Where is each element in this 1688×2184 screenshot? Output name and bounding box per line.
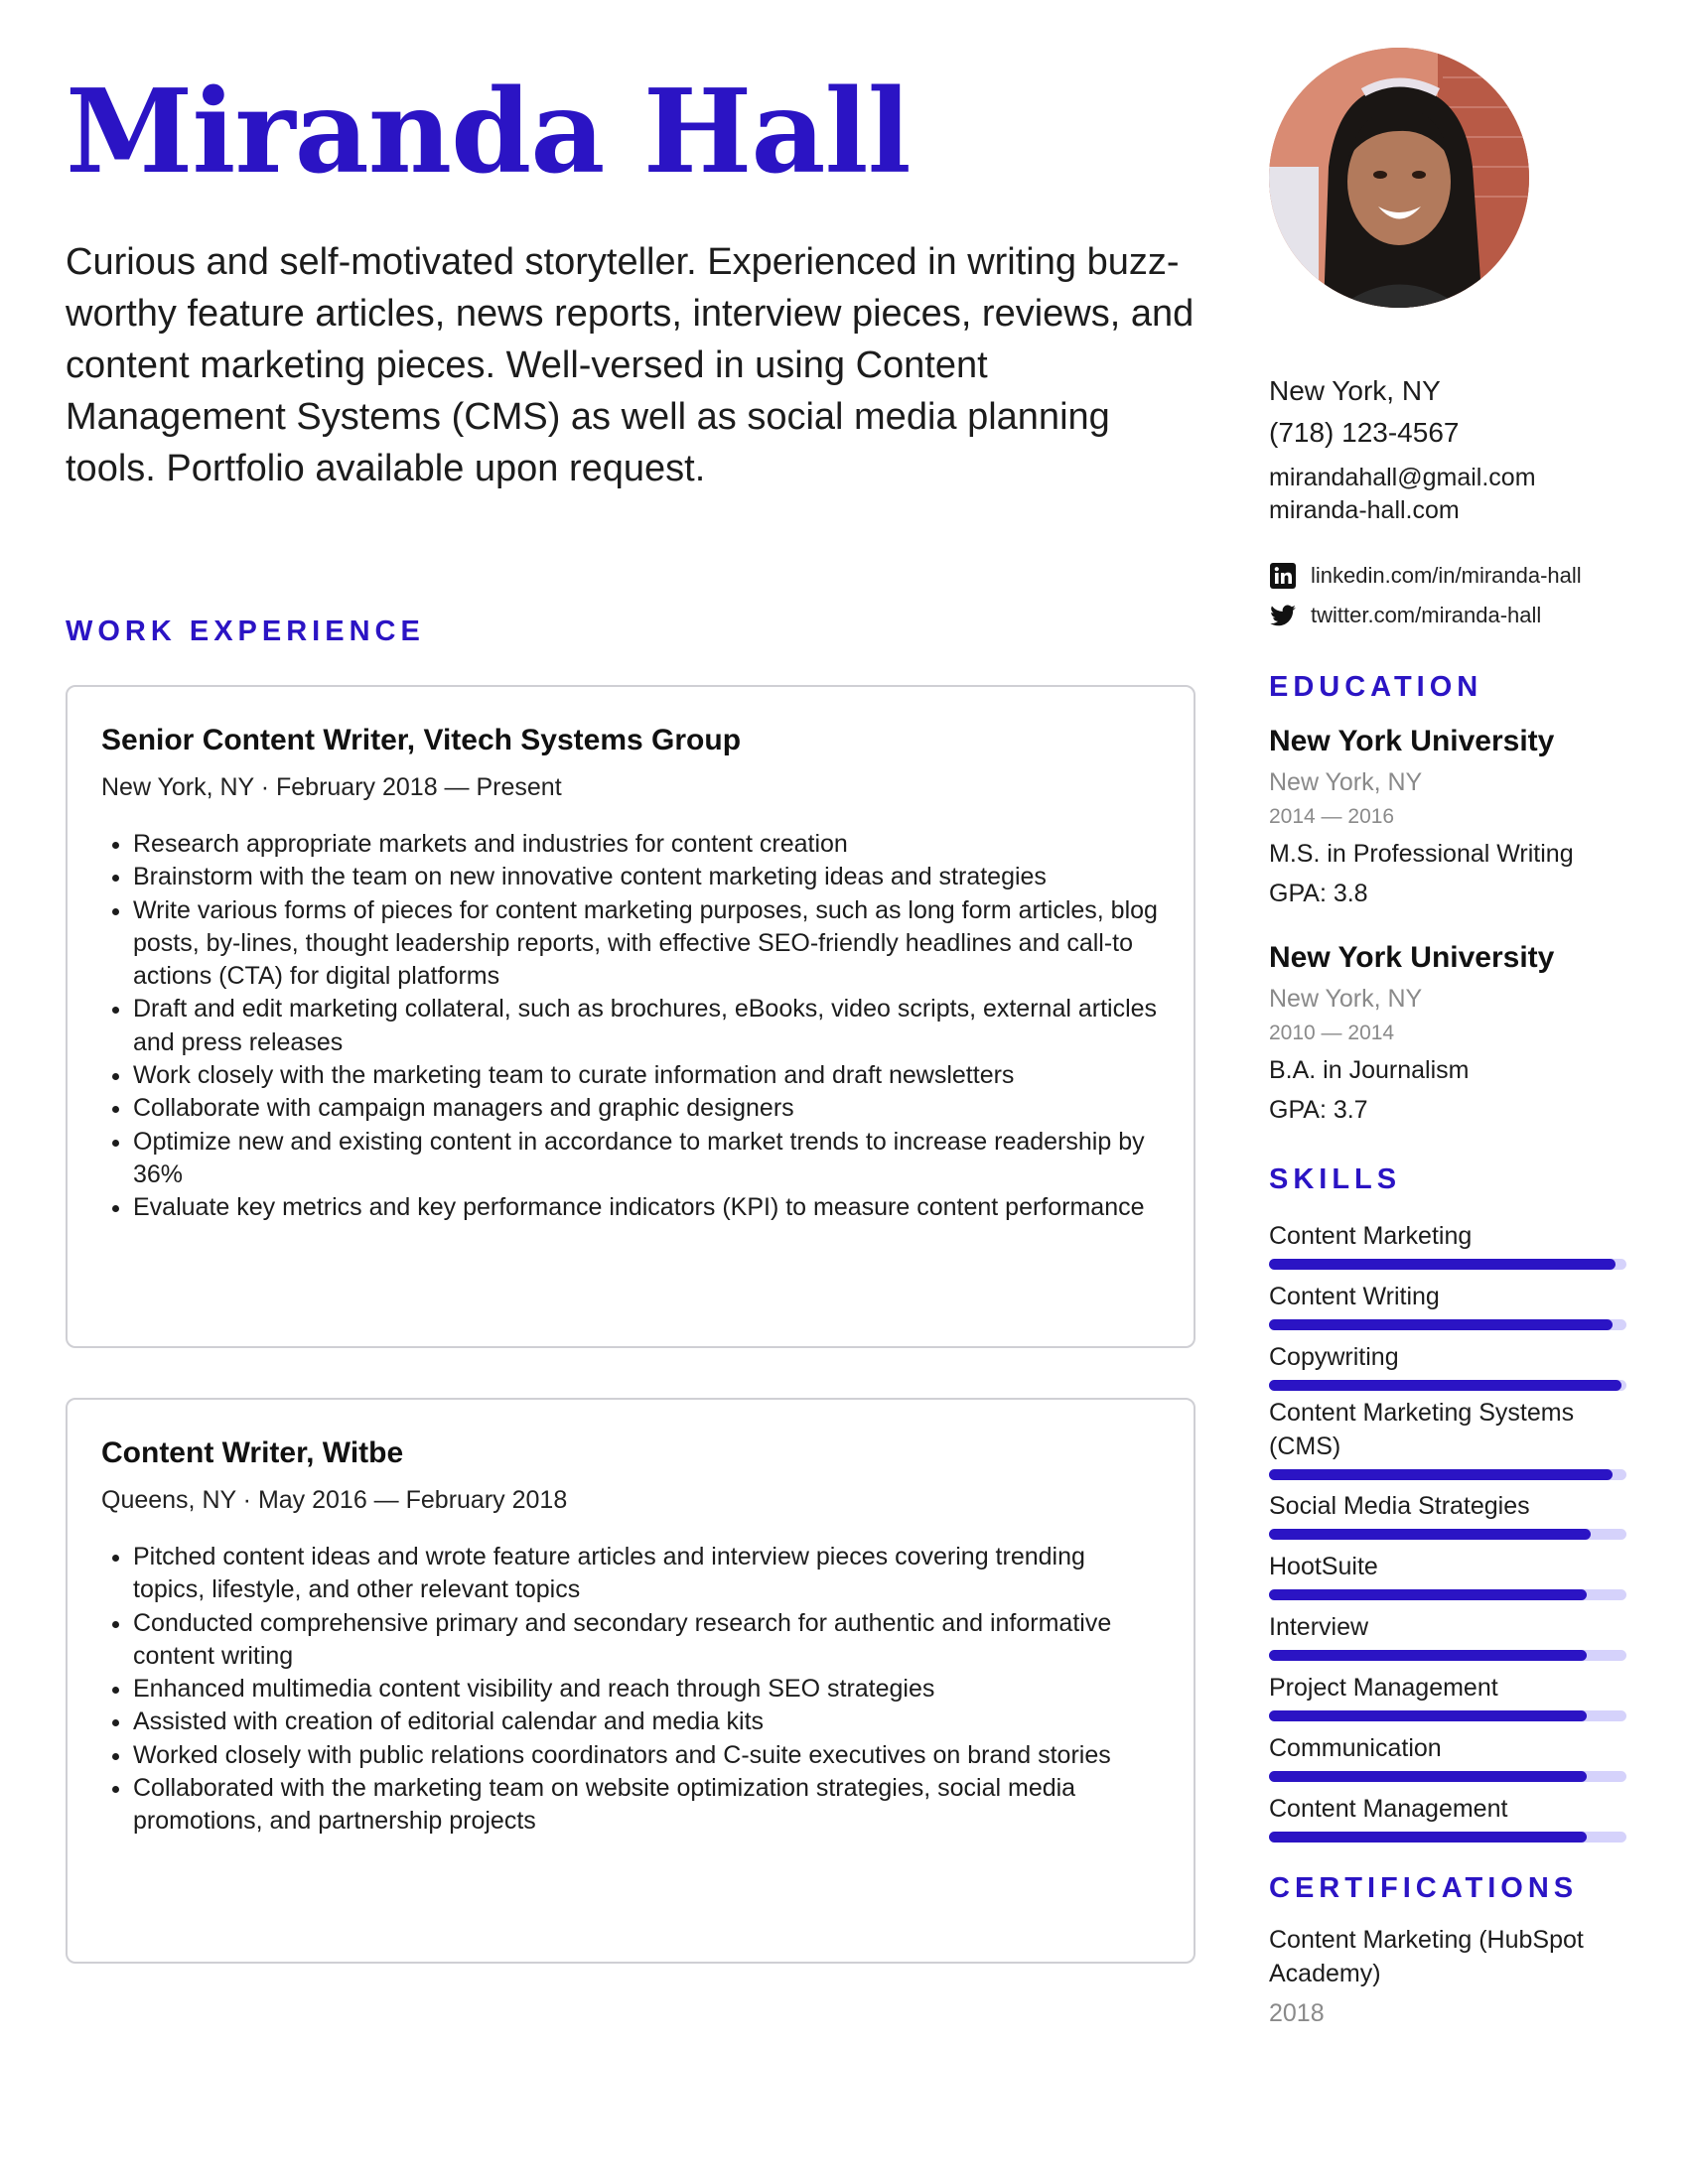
certification-name: Content Marketing (HubSpot Academy)	[1269, 1926, 1584, 1987]
skill-item	[1269, 1219, 1626, 1270]
skill-item	[1269, 1792, 1626, 1843]
skill-name: Communication	[1269, 1734, 1442, 1762]
skill-bar	[1269, 1259, 1626, 1270]
job-bullets	[101, 1541, 1160, 1839]
linkedin-icon	[1269, 562, 1297, 590]
contact-phone: (718) 123-4567	[1269, 417, 1460, 448]
edu-school: New York University	[1269, 725, 1555, 757]
skill-item	[1269, 1671, 1626, 1721]
skills-heading: SKILLS	[1269, 1163, 1402, 1195]
twitter-url: twitter.com/miranda-hall	[1311, 603, 1542, 627]
contact-website[interactable]: miranda-hall.com	[1269, 496, 1460, 524]
skill-level	[1269, 1319, 1613, 1330]
skill-name: Content Marketing	[1269, 1222, 1473, 1250]
edu-degree: M.S. in Professional Writing	[1269, 840, 1574, 868]
linkedin-url: linkedin.com/in/miranda-hall	[1311, 563, 1582, 588]
skill-bar	[1269, 1832, 1626, 1843]
skill-item	[1269, 1396, 1626, 1480]
skill-item	[1269, 1340, 1626, 1391]
skill-name: Social Media Strategies	[1269, 1492, 1530, 1520]
job-meta: Queens, NY · May 2016 — February 2018	[101, 1486, 568, 1514]
list-item: • Write various forms of pieces for content marketing purposes, such as long form articles, blog posts, by-lines, thought leadership reports, with effective SEO-friendly headlines and call-to actions (CTA) for digital platforms	[133, 894, 1160, 994]
edu-years: 2014 — 2016	[1269, 805, 1395, 828]
skill-level	[1269, 1380, 1621, 1391]
candidate-name: Miranda Hall	[66, 65, 911, 200]
certification-year: 2018	[1269, 1999, 1325, 2027]
skill-bar	[1269, 1710, 1626, 1721]
list-item: • Collaborate with campaign managers and graphic designers	[133, 1092, 1160, 1125]
skill-name: Copywriting	[1269, 1343, 1399, 1371]
list-item: • Brainstorm with the team on new innovative content marketing ideas and strategies	[133, 861, 1160, 893]
job-card	[66, 685, 1196, 1348]
edu-years: 2010 — 2014	[1269, 1022, 1395, 1044]
edu-location: New York, NY	[1269, 985, 1423, 1013]
skill-level	[1269, 1589, 1587, 1600]
twitter-link[interactable]	[1269, 602, 1541, 629]
skill-bar	[1269, 1319, 1626, 1330]
edu-gpa: GPA: 3.7	[1269, 1096, 1368, 1124]
linkedin-link[interactable]	[1269, 562, 1582, 590]
skill-bar	[1269, 1469, 1626, 1480]
skill-item	[1269, 1610, 1626, 1661]
skill-name: Content Writing	[1269, 1283, 1440, 1310]
job-meta: New York, NY · February 2018 — Present	[101, 773, 562, 801]
contact-location: New York, NY	[1269, 375, 1441, 406]
job-card	[66, 1398, 1196, 1964]
edu-degree: B.A. in Journalism	[1269, 1056, 1470, 1084]
skill-level	[1269, 1529, 1591, 1540]
skill-level	[1269, 1832, 1587, 1843]
skill-name: Content Marketing Systems (CMS)	[1269, 1399, 1575, 1460]
edu-location: New York, NY	[1269, 768, 1423, 796]
job-title: Senior Content Writer, Vitech Systems Group	[101, 724, 742, 756]
certifications-heading: CERTIFICATIONS	[1269, 1872, 1579, 1904]
list-item: • Enhanced multimedia content visibility and reach through SEO strategies	[133, 1673, 1160, 1706]
skill-name: Project Management	[1269, 1674, 1498, 1702]
skill-item	[1269, 1489, 1626, 1540]
skill-item	[1269, 1550, 1626, 1600]
job-bullets	[101, 828, 1160, 1225]
skill-bar	[1269, 1529, 1626, 1540]
list-item: • Pitched content ideas and wrote feature articles and interview pieces covering trending topics, lifestyle, and other relevant topics	[133, 1541, 1160, 1607]
portrait-illustration	[1269, 48, 1529, 308]
list-item: • Worked closely with public relations coordinators and C-suite executives on brand stories	[133, 1739, 1160, 1772]
job-title: Content Writer, Witbe	[101, 1436, 404, 1469]
contact-email[interactable]: mirandahall@gmail.com	[1269, 464, 1536, 491]
list-item: • Assisted with creation of editorial calendar and media kits	[133, 1706, 1160, 1738]
list-item: • Optimize new and existing content in accordance to market trends to increase readership by 36%	[133, 1126, 1160, 1192]
edu-school: New York University	[1269, 941, 1555, 974]
list-item: • Evaluate key metrics and key performance indicators (KPI) to measure content performance	[133, 1191, 1160, 1224]
skill-level	[1269, 1259, 1616, 1270]
profile-photo	[1269, 48, 1529, 308]
skill-level	[1269, 1710, 1587, 1721]
skill-item	[1269, 1731, 1626, 1782]
list-item: • Collaborated with the marketing team on website optimization strategies, social media promotions, and partnership projects	[133, 1772, 1160, 1839]
skill-bar	[1269, 1589, 1626, 1600]
skill-bar	[1269, 1650, 1626, 1661]
skill-name: HootSuite	[1269, 1553, 1378, 1580]
skill-name: Interview	[1269, 1613, 1369, 1641]
list-item: • Work closely with the marketing team to curate information and draft newsletters	[133, 1059, 1160, 1092]
twitter-icon	[1269, 602, 1297, 629]
education-heading: EDUCATION	[1269, 671, 1483, 703]
skill-level	[1269, 1469, 1613, 1480]
work-experience-heading: WORK EXPERIENCE	[66, 615, 425, 647]
summary: Curious and self-motivated storyteller. Experienced in writing buzz-worthy feature articles, news reports, interview pieces, reviews, and content marketing pieces. Well-versed in using Content Management Systems (CMS) as well as social media planning tools. Portfolio available upon request.	[66, 241, 1195, 489]
skill-bar	[1269, 1771, 1626, 1782]
skill-item	[1269, 1280, 1626, 1330]
list-item: • Draft and edit marketing collateral, such as brochures, eBooks, video scripts, external articles and press releases	[133, 993, 1160, 1059]
skill-level	[1269, 1650, 1587, 1661]
skill-bar	[1269, 1380, 1626, 1391]
skill-name: Content Management	[1269, 1795, 1508, 1823]
list-item: • Research appropriate markets and industries for content creation	[133, 828, 1160, 861]
skill-level	[1269, 1771, 1587, 1782]
edu-gpa: GPA: 3.8	[1269, 880, 1368, 907]
list-item: • Conducted comprehensive primary and secondary research for authentic and informative content writing	[133, 1607, 1160, 1674]
